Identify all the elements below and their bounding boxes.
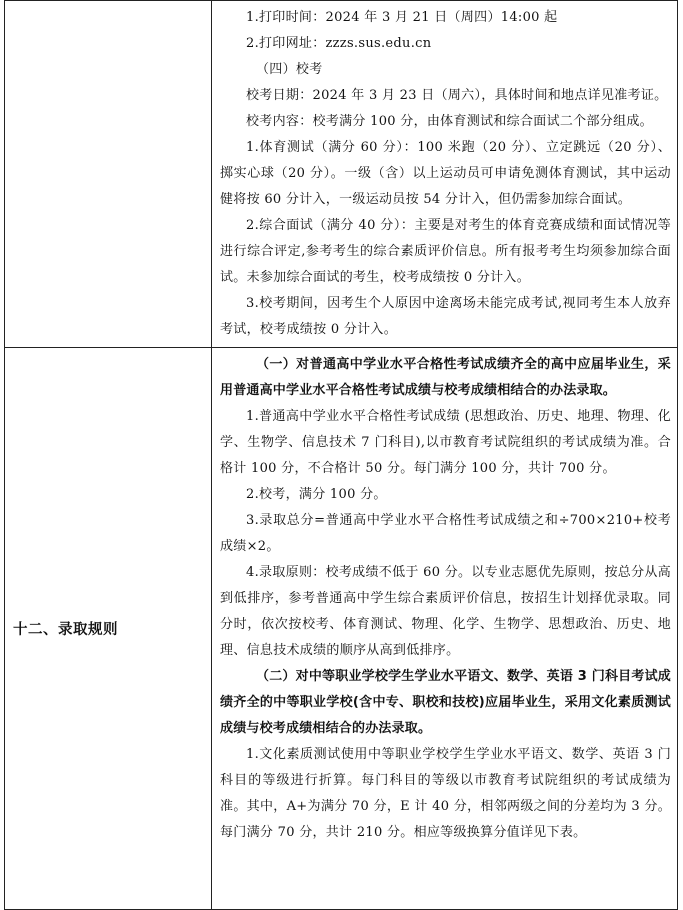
rule-2-item-1: 1.文化素质测试使用中等职业学校学生学业水平语文、数学、英语 3 门科目的等级进行折算。每门科目的等级以市教育考试院组织的考试成绩为准。其中，A+为满分 70 分，E 计 40 分，相邻两级之间的分差均为 3 分。每门满分 70 分，共计 210 分。相应等级换算分值详见下表。: [220, 747, 671, 840]
section-label: 十二、录取规则: [13, 622, 118, 638]
school-exam-content: 校考内容：校考满分 100 分，由体育测试和综合面试二个部分组成。: [246, 114, 653, 129]
admission-rules-cell: [212, 348, 678, 910]
absence-rule-paragraph: 3.校考期间，因考生个人原因中途离场未能完成考试,视同考生本人放弃考试，校考成绩按 0 分计入。: [220, 296, 671, 337]
school-exam-date: 校考日期：2024 年 3 月 23 日（周六），具体时间和地点详见准考证。: [246, 88, 668, 103]
exam-details-cell: [212, 1, 678, 348]
rule-1-item-3: 3.录取总分=普通高中学业水平合格性考试成绩之和÷700×210+校考成绩×2。: [220, 513, 671, 554]
table-row-admission-rules: [5, 348, 678, 910]
interview-paragraph: 2.综合面试（满分 40 分）：主要是对考生的体育竞赛成绩和面试情况等进行综合评定,参考考生的综合素质评价信息。所有报考考生均须参加综合面试。未参加综合面试的考生，校考成绩按 0 分计入。: [220, 218, 671, 285]
section-label-cell: [5, 348, 212, 910]
rule-heading-2: （二）对中等职业学校学生学业水平语文、数学、英语 3 门科目考试成绩齐全的中等职业学校(含中专、职校和技校)应届毕业生，采用文化素质测试成绩与校考成绩相结合的办法录取。: [220, 669, 671, 736]
table-row-exam-details: [5, 1, 678, 348]
print-url-line: 2.打印网址：zzzs.sus.edu.cn: [246, 36, 432, 51]
rule-1-item-2: 2.校考，满分 100 分。: [246, 487, 387, 502]
rule-1-item-4: 4.录取原则：校考成绩不低于 60 分。以专业志愿优先原则，按总分从高到低排序，参考普通高中学生综合素质评价信息，按招生计划择优录取。同分时，依次按校考、体育测试、物理、化学、生物学、思想政治、历史、地理、信息技术成绩的顺序从高到低排序。: [220, 565, 671, 658]
rule-1-item-1: 1.普通高中学业水平合格性考试成绩 (思想政治、历史、地理、物理、化学、生物学、信息技术 7 门科目),以市教育考试院组织的考试成绩为准。合格计 100 分，不合格计 50 分。每门满分 100 分，共计 700 分。: [220, 409, 671, 476]
empty-label-cell: [5, 1, 212, 348]
school-exam-heading: （四）校考: [256, 62, 323, 77]
rule-heading-1: （一）对普通高中学业水平合格性考试成绩齐全的高中应届毕业生，采用普通高中学业水平合格性考试成绩与校考成绩相结合的办法录取。: [220, 357, 671, 398]
print-time-line: 1.打印时间：2024 年 3 月 21 日（周四）14:00 起: [246, 10, 558, 25]
sports-test-paragraph: 1.体育测试（满分 60 分）：100 米跑（20 分）、立定跳远（20 分）、掷实心球（20 分）。一级（含）以上运动员可申请免测体育测试，其中运动健将按 60 分计入，一级运动员按 54 分计入，但仍需参加综合面试。: [220, 140, 671, 207]
admission-table: [4, 0, 678, 910]
